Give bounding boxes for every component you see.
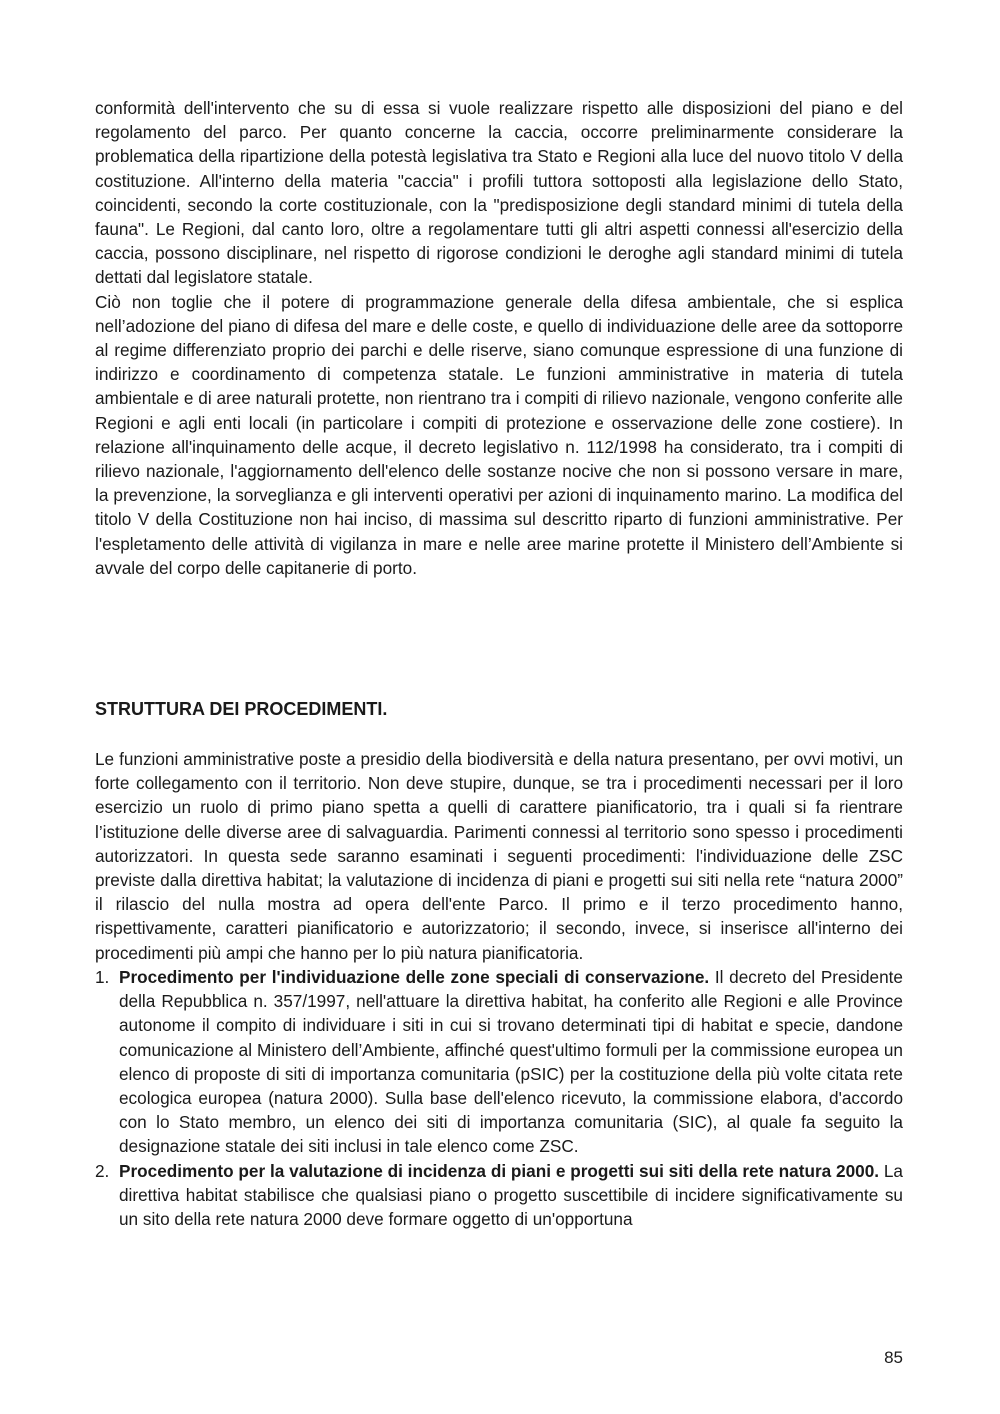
list-item-text: Il decreto del Presidente della Repubblica n. 357/1997, nell'attuare la direttiva habitat, ha conferito alle Regioni e alle Province autonome il compito di individuare i siti in cui si trovano determinati tipi di habitat e specie, dandone comunicazione al Ministero dell’Ambiente, affinché quest'ultimo formuli per la commissione europea un elenco di proposte di siti di importanza comunitaria (pSIC) per la costituzione della più volte citata rete ecologica europea (natura 2000). Sulla base dell'elenco ricevuto, la commissione elabora, d'accordo con lo Stato membro, un elenco dei siti di importanza comunitaria (SIC), al quale fa seguito la designazione statale dei siti inclusi in tale elenco come ZSC. bbox=[119, 966, 903, 1157]
section-heading: STRUTTURA DEI PROCEDIMENTI. bbox=[95, 699, 388, 720]
list-item-title: Procedimento per la valutazione di incidenza di piani e progetti sui siti della rete natura 2000. bbox=[119, 1160, 880, 1181]
document-page bbox=[95, 96, 903, 1231]
procedure-list bbox=[95, 965, 903, 1231]
paragraph-intro: Le funzioni amministrative poste a presidio della biodiversità e della natura presentano, per ovvi motivi, un forte collegamento con il territorio. Non deve stupire, dunque, se tra i procedimenti necessari per il loro esercizio un ruolo di primo piano spetta a quelli di carattere pianificatorio, tra i quali si fa rientrare l’istituzione delle diverse aree di salvaguardia. Parimenti connessi al territorio sono spesso i procedimenti autorizzatori. In questa sede saranno esaminati i seguenti procedimenti: l'individuazione delle ZSC previste dalla direttiva habitat; la valutazione di incidenza di piani e progetti sui siti nella rete “natura 2000” il rilascio del nulla mostra ad opera dell'ente Parco. Il primo e il terzo procedimento hanno, rispettivamente, caratteri pianificatorio e autorizzatorio; il secondo, invece, si inserisce all'interno dei procedimenti più ampi che hanno per lo più natura pianificatoria. bbox=[95, 749, 903, 963]
list-item-title: Procedimento per l'individuazione delle zone speciali di conservazione. bbox=[119, 966, 710, 987]
paragraph-difesa-ambientale: Ciò non toglie che il potere di programmazione generale della difesa ambientale, che si esplica nell’adozione del piano di difesa del mare e delle coste, e quello di individuazione delle aree da sottoporre al regime differenziato proprio dei parchi e delle riserve, siano comunque espressione di una funzione di indirizzo e coordinamento di competenza statale. Le funzioni amministrative in materia di tutela ambientale e di aree naturali protette, non rientrano tra i compiti di rilievo nazionale, vengono conferite alle Regioni e agli enti locali (in particolare i compiti di protezione e osservazione delle zone costiere). In relazione all'inquinamento delle acque, il decreto legislativo n. 112/1998 ha considerato, tra i compiti di rilievo nazionale, l'aggiornamento dell'elenco delle sostanze nocive che non si possono versare in mare, la prevenzione, la sorveglianza e gli interventi operativi per azioni di inquinamento marino. La modifica del titolo V della Costituzione non hai inciso, di massima sul descritto riparto di funzioni amministrative. Per l'espletamento delle attività di vigilanza in mare e nelle aree marine protette il Ministero dell’Ambiente si avvale del corpo delle capitanerie di porto. bbox=[95, 291, 903, 578]
list-number: 1. bbox=[95, 966, 110, 987]
list-item bbox=[95, 1159, 903, 1232]
paragraph-caccia: conformità dell'intervento che su di essa si vuole realizzare rispetto alle disposizioni del piano e del regolamento del parco. Per quanto concerne la caccia, occorre preliminarmente considerare la problematica della ripartizione della potestà legislativa tra Stato e Regioni alla luce del nuovo titolo V della costituzione. All'interno della materia "caccia" i profili tuttora sottoposti alla legislazione dello Stato, coincidenti, secondo la corte costituzionale, con la "predisposizione degli standard minimi di tutela della fauna". Le Regioni, dal canto loro, oltre a regolamentare tutti gli altri aspetti connessi all'esercizio della caccia, possono disciplinare, nel rispetto di rigorose condizioni le deroghe agli standard minimi di tutela dettati dal legislatore statale. bbox=[95, 98, 903, 288]
page-number: 85 bbox=[884, 1348, 903, 1367]
list-number: 2. bbox=[95, 1160, 110, 1181]
list-item bbox=[95, 965, 903, 1159]
list-item-text: La direttiva habitat stabilisce che qualsiasi piano o progetto suscettibile di incidere significativamente su un sito della rete natura 2000 deve formare oggetto di un'opportuna bbox=[119, 1160, 903, 1229]
